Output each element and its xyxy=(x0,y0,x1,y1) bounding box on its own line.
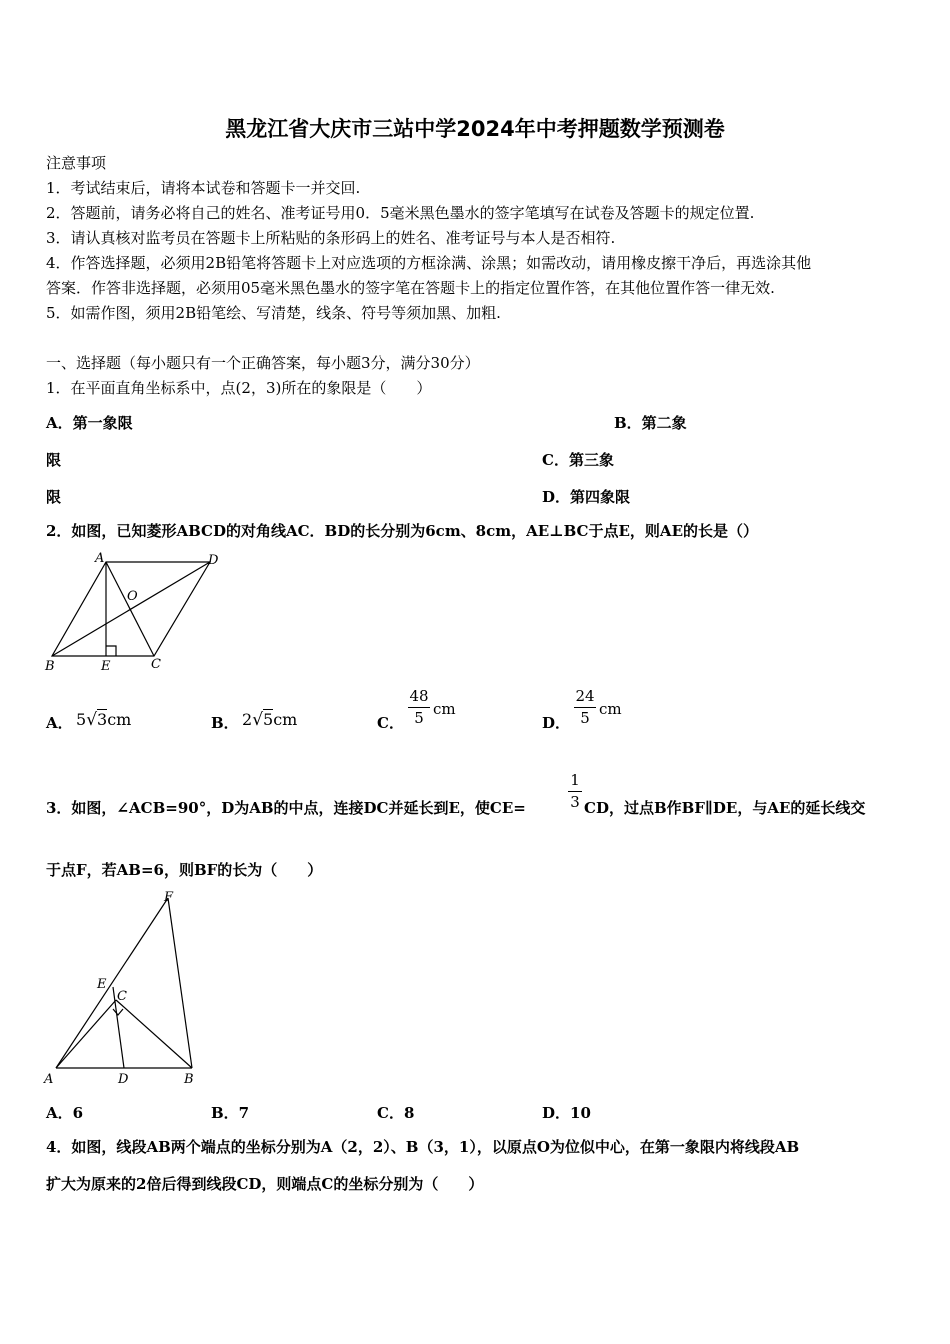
notice-item-3: 3．请认真核对监考员在答题卡上所粘贴的条形码上的姓名、准考证号与本人是否相符. xyxy=(46,229,616,247)
label-e: E xyxy=(97,977,107,992)
right-angle-mark xyxy=(113,1009,123,1015)
q2-option-a-label: A． xyxy=(46,714,73,732)
diagonal-bd xyxy=(52,562,210,656)
label-c: C xyxy=(151,657,161,672)
q2-option-d-unit: cm xyxy=(599,700,622,718)
label-f: F xyxy=(164,890,174,905)
notice-item-5: 5．如需作图，须用2B铅笔绘、写清楚，线条、符号等须加黑、加粗. xyxy=(46,304,501,322)
label-b: B xyxy=(184,1072,194,1087)
q3-option-b: B．7 xyxy=(211,1104,250,1122)
q2-option-c-fraction xyxy=(408,688,430,727)
section-heading: 一、选择题（每小题只有一个正确答案，每小题3分，满分30分） xyxy=(46,354,480,372)
label-c: C xyxy=(117,989,127,1004)
q3-fraction xyxy=(568,772,582,811)
q1-option-a: A．第一象限 xyxy=(46,414,133,432)
q2-stem: 2．如图，已知菱形ABCD的对角线AC．BD的长分别为6cm、8cm，AE⊥BC于点E，则AE的长是（） xyxy=(46,522,758,540)
page-title: 黑龙江省大庆市三站中学2024年中考押题数学预测卷 xyxy=(225,117,725,141)
notice-item-4: 4．作答选择题，必须用2B铅笔将答题卡上对应选项的方框涂满、涂黑；如需改动，请用橡皮擦干净后，再选涂其他 xyxy=(46,254,812,272)
segment-cb xyxy=(116,1000,192,1068)
notice-heading: 注意事项 xyxy=(46,154,107,172)
q2-option-b-value: 2√5cm xyxy=(242,710,298,730)
notice-item-1: 1．考试结束后，请将本试卷和答题卡一并交回. xyxy=(46,179,361,197)
q2-option-d-fraction xyxy=(574,688,596,727)
fraction-denominator: 5 xyxy=(414,709,424,727)
q3-option-d: D．10 xyxy=(542,1104,591,1122)
q1-option-b: B．第二象 xyxy=(614,414,687,432)
label-e: E xyxy=(101,659,111,674)
fraction-denominator: 3 xyxy=(570,793,580,811)
notice-item-4-cont: 答案．作答非选择题，必须用05毫米黑色墨水的签字笔在答题卡上的指定位置作答，在其他位置作答一律无效. xyxy=(46,279,775,297)
q2-option-b-label: B． xyxy=(211,714,239,732)
q3-stem-part2: CD，过点B作BF∥DE，与AE的延长线交 xyxy=(584,799,866,817)
q3-option-a: A．6 xyxy=(46,1104,84,1122)
triangle-figure xyxy=(40,885,210,1090)
segment-bf xyxy=(168,898,192,1068)
q1-fragment-1: 限 xyxy=(46,451,62,469)
q2-option-c-unit: cm xyxy=(433,700,456,718)
q3-stem-line2: 于点F，若AB=6，则BF的长为（ ） xyxy=(46,861,323,879)
q2-option-a-value: 5√3cm xyxy=(76,710,132,730)
q1-stem: 1．在平面直角坐标系中，点(2，3)所在的象限是（ ） xyxy=(46,379,432,397)
segment-ac xyxy=(56,1000,116,1068)
q2-option-d-label: D． xyxy=(542,714,571,732)
segment-af xyxy=(56,898,168,1068)
q3-option-c: C．8 xyxy=(377,1104,415,1122)
q1-option-d: D．第四象限 xyxy=(542,488,631,506)
fraction-numerator: 24 xyxy=(575,687,595,705)
label-d: D xyxy=(208,553,219,568)
rhombus-figure xyxy=(40,550,230,675)
fraction-numerator: 48 xyxy=(409,687,429,705)
fraction-denominator: 5 xyxy=(580,709,590,727)
label-b: B xyxy=(45,659,55,674)
q4-stem-line1: 4．如图，线段AB两个端点的坐标分别为A（2，2）、B（3，1），以原点O为位似中心，在第一象限内将线段AB xyxy=(46,1138,800,1156)
label-o: O xyxy=(127,589,138,604)
q1-fragment-2: 限 xyxy=(46,488,62,506)
label-a: A xyxy=(95,551,105,566)
notice-item-2: 2．答题前，请务必将自己的姓名、准考证号用0．5毫米黑色墨水的签字笔填写在试卷及答题卡的规定位置. xyxy=(46,204,755,222)
q4-stem-line2: 扩大为原来的2倍后得到线段CD，则端点C的坐标分别为（ ） xyxy=(46,1175,484,1193)
q2-option-c-label: C． xyxy=(377,714,404,732)
label-d: D xyxy=(118,1072,129,1087)
label-a: A xyxy=(44,1072,54,1087)
q3-stem-part1: 3．如图，∠ACB=90°，D为AB的中点，连接DC并延长到E，使CE= xyxy=(46,799,526,817)
right-angle-mark xyxy=(106,646,116,656)
fraction-numerator: 1 xyxy=(570,771,580,789)
q1-option-c: C．第三象 xyxy=(542,451,614,469)
